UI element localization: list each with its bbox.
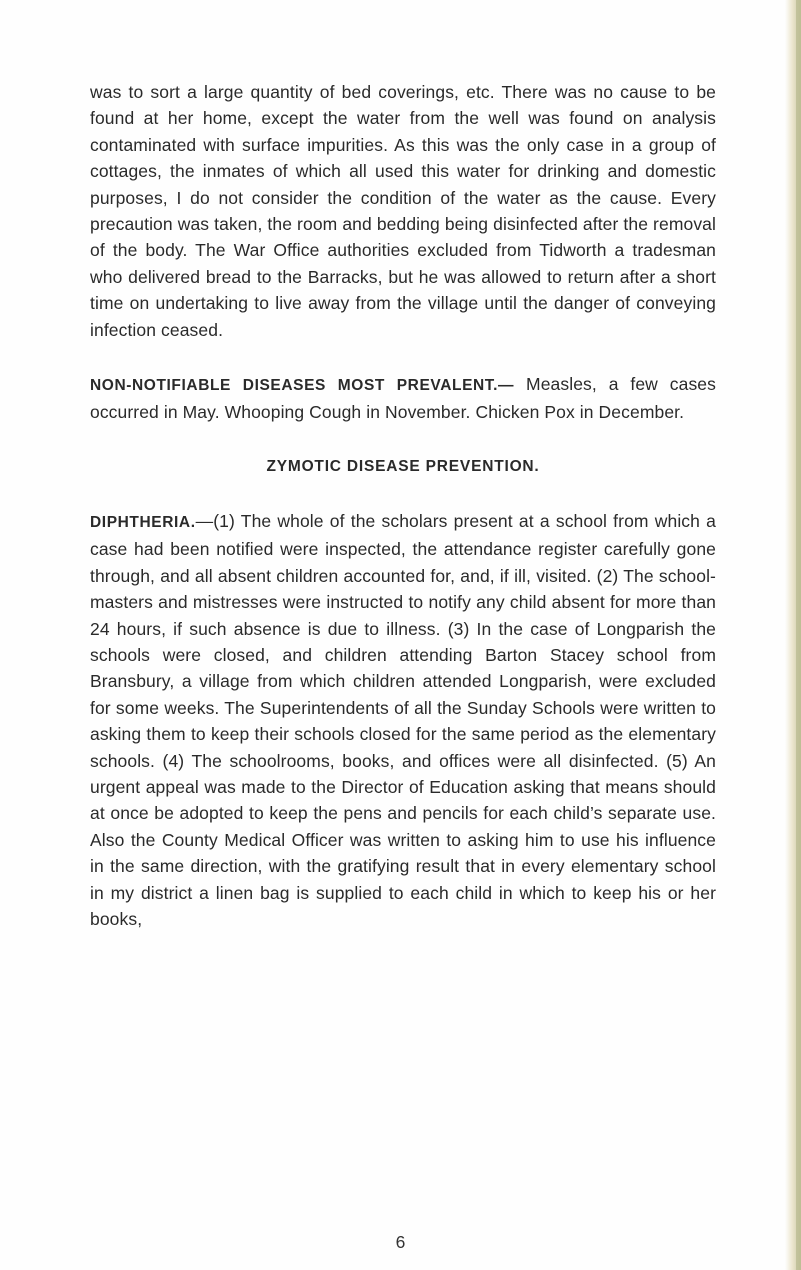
paragraph-opening: was to sort a large quantity of bed coverings, etc. There was no cause to be found at her home, except the water from the well was found on analysis contaminated with surface impurities. As this was the only case in a group of cottages, the inmates of which all used this water for drinking and domestic purposes, I do not consider the condition of the water as the cause. Every precaution was taken, the room and bedding being disinfected after the removal of the body. The War Office authorities excluded from Tidworth a tradesman who delivered bread to the Barracks, but he was allowed to return after a short time on undertaking to live away from the village until the danger of conveying infection ceased. [90,82,716,340]
text-diphtheria: —(1) The whole of the scholars present at a school from which a case had been notified were inspected, the attendance register carefully gone through, and all absent children accounted for, and, if ill, visited. (2) The school-masters and mistresses were instructed to notify any child absent for more than 24 hours, if such absence is due to illness. (3) In the case of Longparish the schools were closed, and children attending Barton Stacey school from Bransbury, a village from which children attended Longparish, were excluded for some weeks. The Superintendents of all the Sunday Schools were written to asking them to keep their schools closed for the same period as the elementary schools. (4) The schoolrooms, books, and offices were all disinfected. (5) An urgent appeal was made to the Director of Education asking that means should at once be adopted to keep the pens and pencils for each child’s separate use. Also the County Medical Officer was written to asking him to use his influence in the same direction, with the gratifying result that in every elementary school in my district a linen bag is supplied to each child in which to keep his or her books, [90,510,716,929]
page-edge-shadow [785,0,801,1270]
page-body [90,79,716,932]
page-number: 6 [395,1232,406,1252]
heading-zymotic-disease-prevention: ZYMOTIC DISEASE PREVENTION. [266,457,540,475]
paragraph-diphtheria [90,508,716,933]
text-non-notifiable: Measles, a few cases occurred in May. Whooping Cough in November. Chicken Pox in December. [90,374,716,423]
paragraph-non-notifiable [90,371,716,426]
heading-diphtheria: DIPHTHERIA. [90,513,196,531]
heading-non-notifiable: NON-NOTIFIABLE DISEASES MOST PREVALENT.— [90,377,515,395]
